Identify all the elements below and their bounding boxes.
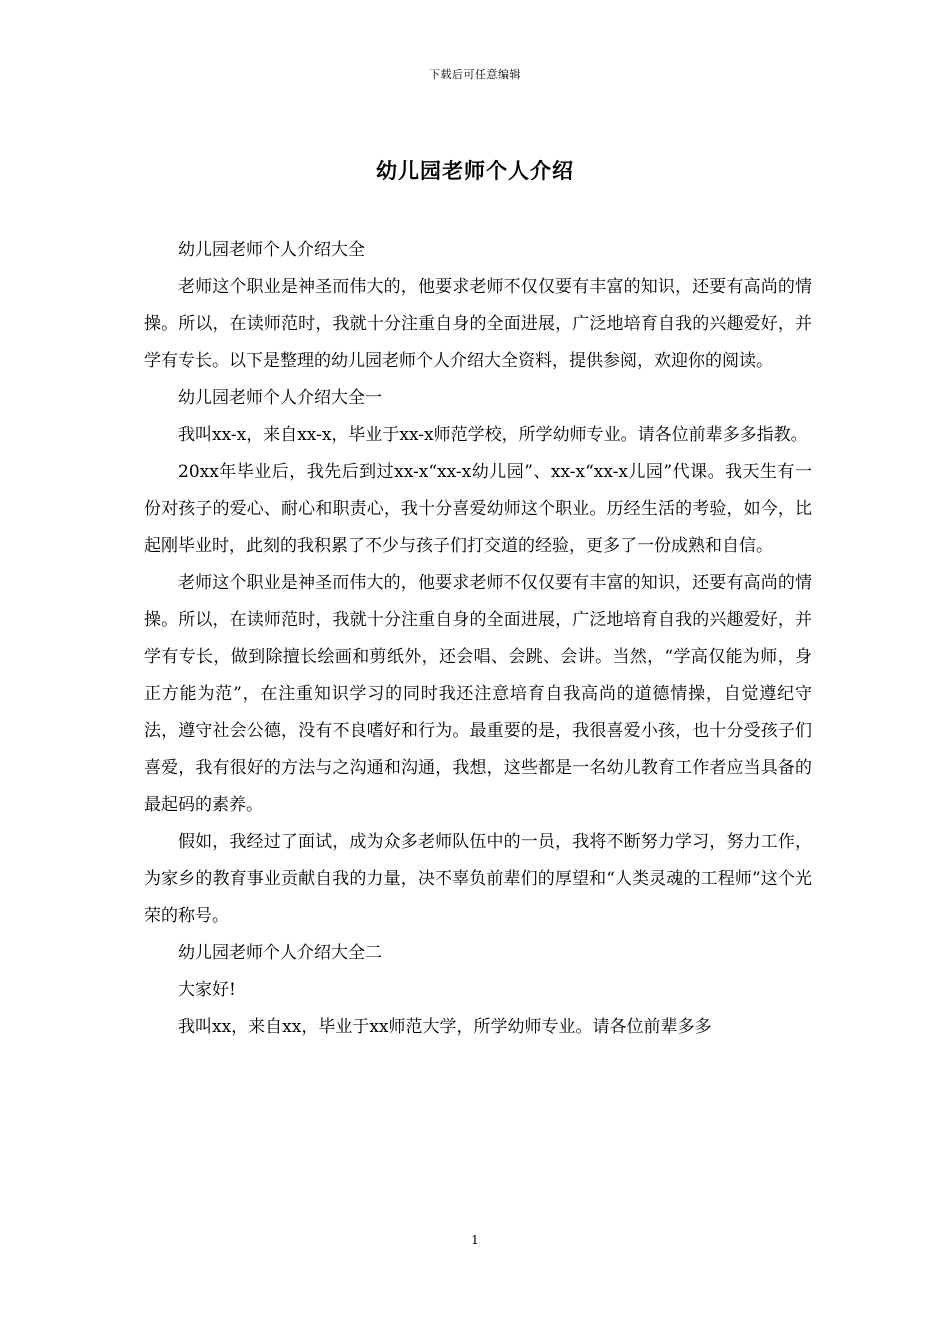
- paragraph: 我叫xx，来自xx，毕业于xx师范大学，所学幼师专业。请各位前辈多多: [178, 1017, 712, 1037]
- paragraph-intro: 老师这个职业是神圣而伟大的，他要求老师不仅仅要有丰富的知识，还要有高尚的情操。所以，在读师范时，我就十分注重自身的全面进展，广泛地培育自我的兴趣爱好，并学有专长。以下是整理的幼儿园老师个人介绍大全资料，提供参阅，欢迎你的阅读。: [144, 277, 812, 371]
- document-title: 幼儿园老师个人介绍: [376, 158, 574, 183]
- paragraph: 老师这个职业是神圣而伟大的，他要求老师不仅仅要有丰富的知识，还要有高尚的情操。所以，在读师范时，我就十分注重自身的全面进展，广泛地培育自我的兴趣爱好，并学有专长，做到除擅长绘画和剪纸外，还会唱、会跳、会讲。当然，“学高仅能为师，身正方能为范”，在注重知识学习的同时我还注意培育自我高尚的道德情操，自觉遵纪守法，遵守社会公德，没有不良嗜好和行为。最重要的是，我很喜爱小孩，也十分受孩子们喜爱，我有很好的方法与之沟通和沟通，我想，这些都是一名幼儿教育工作者应当具备的最起码的素养。: [144, 573, 812, 815]
- paragraph-subtitle: 幼儿园老师个人介绍大全: [178, 240, 365, 260]
- document-body: [144, 232, 812, 1046]
- paragraph: 20xx年毕业后，我先后到过xx-x“xx-x幼儿园”、xx-x“xx-x儿园”代课。我天生有一份对孩子的爱心、耐心和职责心，我十分喜爱幼师这个职业。历经生活的考验，如今，比起刚毕业时，此刻的我积累了不少与孩子们打交道的经验，更多了一份成熟和自信。: [144, 462, 812, 556]
- paragraph: 我叫xx-x，来自xx-x，毕业于xx-x师范学校，所学幼师专业。请各位前辈多多指教。: [178, 425, 808, 445]
- page-header: 下载后可任意编辑: [429, 68, 521, 81]
- section-heading-2: 幼儿园老师个人介绍大全二: [178, 943, 382, 963]
- section-heading-1: 幼儿园老师个人介绍大全一: [178, 388, 382, 408]
- page-number: 1: [471, 1233, 479, 1247]
- paragraph: 假如，我经过了面试，成为众多老师队伍中的一员，我将不断努力学习，努力工作，为家乡的教育事业贡献自我的力量，决不辜负前辈们的厚望和“人类灵魂的工程师”这个光荣的称号。: [144, 832, 812, 926]
- paragraph-greeting: 大家好!: [178, 980, 236, 1000]
